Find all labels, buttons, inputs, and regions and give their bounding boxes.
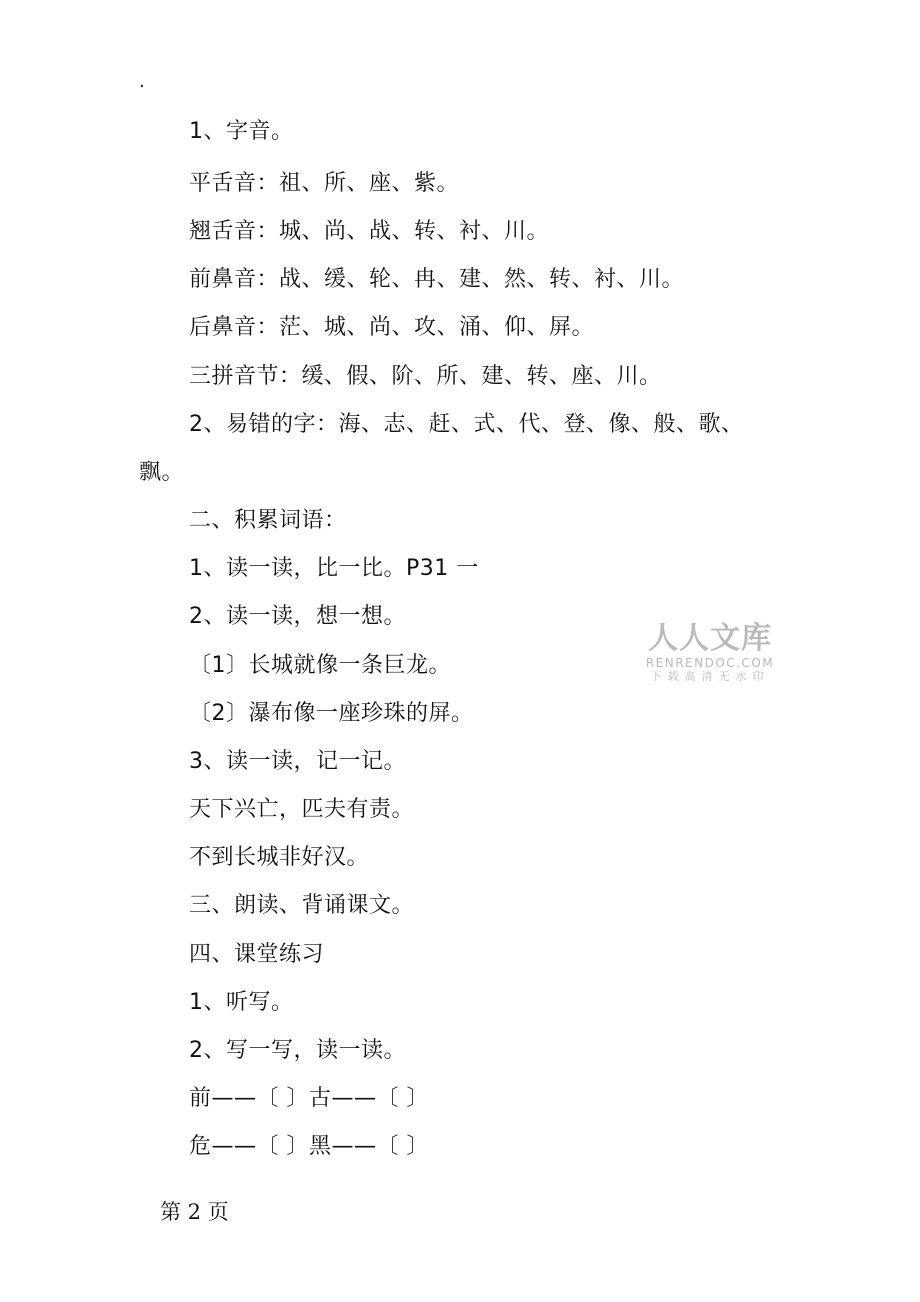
- text-line: 1、字音。: [189, 119, 294, 144]
- text-line: 翘舌音：城、尚、战、转、衬、川。: [189, 219, 550, 244]
- text-line: 2、读一读，想一想。: [189, 604, 406, 629]
- watermark-title: 人人文库: [648, 621, 772, 656]
- text-line: 平舌音：祖、所、座、紫。: [189, 171, 460, 196]
- page-number: 第 2 页: [160, 1200, 229, 1224]
- section-heading: 四、课堂练习: [189, 942, 325, 967]
- section-heading: 三、朗读、背诵课文。: [189, 893, 415, 918]
- text-line: 3、读一读，记一记。: [189, 749, 406, 774]
- text-line: 后鼻音：茫、城、尚、攻、涌、仰、屏。: [189, 315, 595, 340]
- page-marker: .: [139, 71, 145, 92]
- text-line: 危——〔 〕黑——〔 〕: [189, 1134, 429, 1159]
- text-line: 2、易错的字：海、志、赶、式、代、登、像、般、歌、: [189, 412, 744, 437]
- text-line: 1、听写。: [189, 990, 294, 1015]
- text-line: 〔2〕瀑布像一座珍珠的屏。: [189, 701, 474, 726]
- text-line: 2、写一写，读一读。: [189, 1038, 406, 1063]
- text-line: 三拼音节：缓、假、阶、所、建、转、座、川。: [189, 364, 662, 389]
- text-line: 〔1〕长城就像一条巨龙。: [189, 653, 451, 678]
- text-line: 前——〔 〕古——〔 〕: [189, 1086, 429, 1111]
- section-heading: 二、积累词语：: [189, 508, 347, 533]
- text-line: 天下兴亡，匹夫有责。: [189, 797, 415, 822]
- text-line: 1、读一读，比一比。P31 一: [189, 556, 479, 581]
- text-line: 前鼻音：战、缓、轮、冉、建、然、转、衬、川。: [189, 267, 685, 292]
- text-line: 不到长城非好汉。: [189, 845, 370, 870]
- text-line: 飘。: [139, 460, 185, 485]
- watermark-url: RENRENDOC.COM: [645, 656, 775, 670]
- watermark-subtitle: 下载高清无水印: [650, 670, 770, 683]
- watermark: [640, 622, 780, 684]
